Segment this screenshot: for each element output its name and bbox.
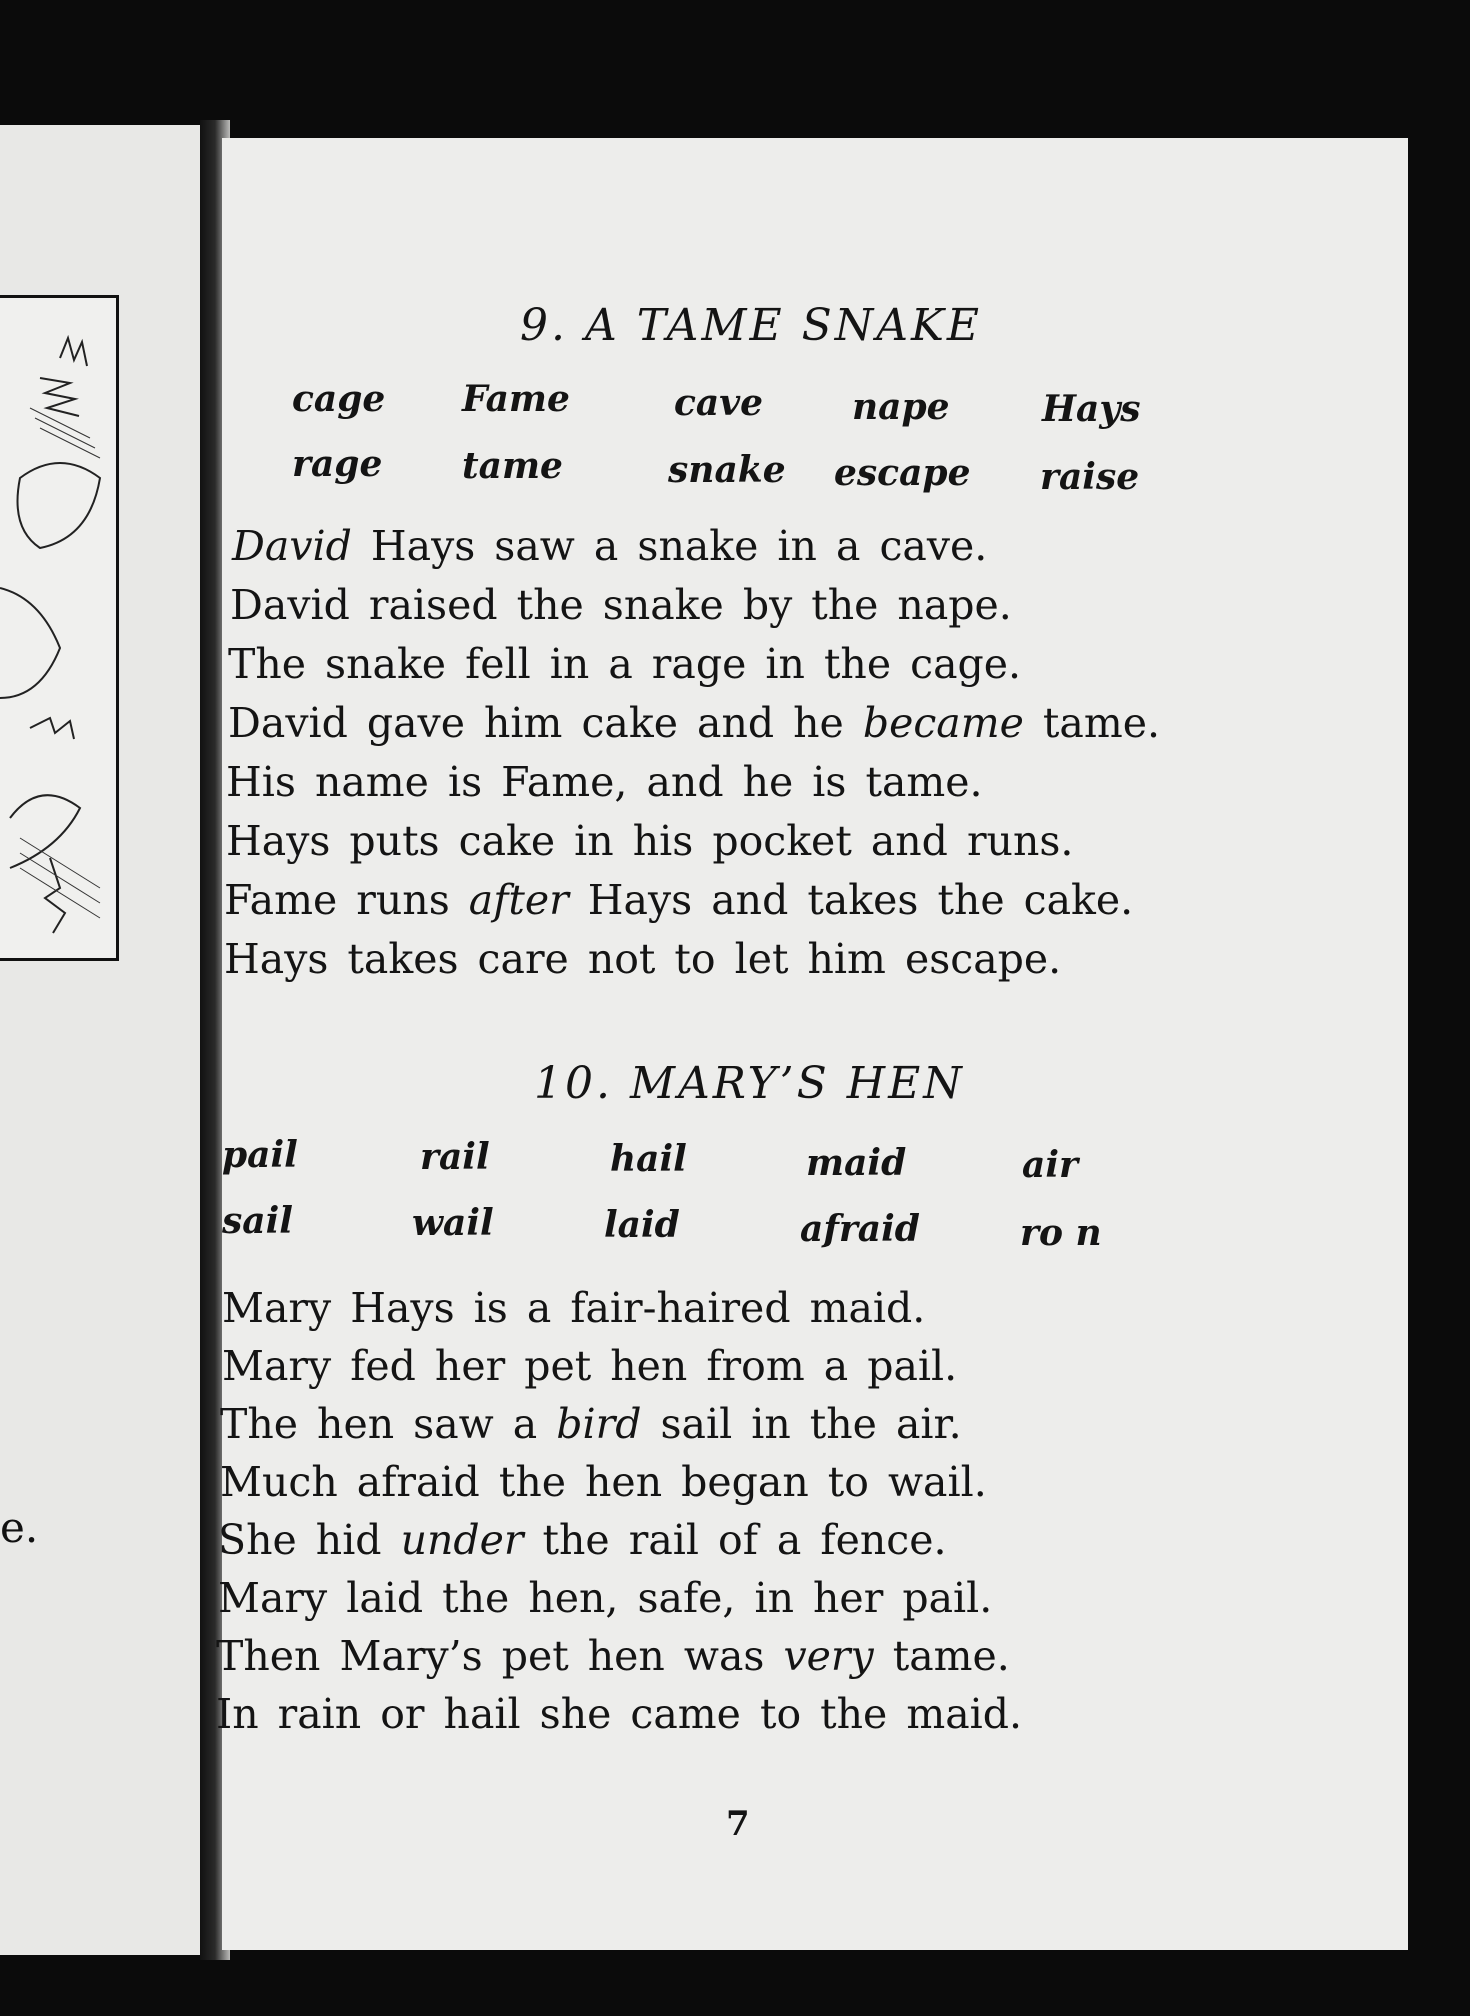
text-line: The hen saw a bird sail in the air. [220, 1400, 962, 1448]
word: air [1022, 1144, 1078, 1186]
word: maid [806, 1142, 907, 1184]
word: rage [292, 443, 383, 485]
text-line: Mary laid the hen, safe, in her pail. [218, 1574, 993, 1622]
illustration-fragment [0, 295, 119, 961]
book-page [216, 138, 1408, 1950]
text-line: Fame runs after Hays and takes the cake. [224, 876, 1134, 924]
word: tame [462, 445, 563, 487]
lesson-9-title: 9. A TAME SNAKE [520, 300, 983, 351]
text-line: Mary fed her pet hen from a pail. [222, 1342, 958, 1390]
left-page-text-fragment: e. [0, 1503, 39, 1552]
text-line: Much afraid the hen began to wail. [220, 1458, 987, 1506]
word: raise [1040, 456, 1140, 498]
word: Hays [1042, 388, 1141, 430]
text-line: Hays takes care not to let him escape. [224, 935, 1062, 983]
word: cage [292, 378, 386, 420]
word: laid [604, 1204, 680, 1246]
word: escape [834, 452, 971, 494]
text-line: His name is Fame, and he is tame. [226, 758, 983, 806]
text-line: David Hays saw a snake in a cave. [232, 522, 988, 570]
text-line: David raised the snake by the nape. [230, 581, 1012, 629]
text-line: The snake fell in a rage in the cage. [228, 640, 1022, 688]
word: nape [852, 386, 950, 428]
word: Fame [462, 378, 570, 420]
word: rail [420, 1136, 490, 1178]
word: pail [222, 1134, 298, 1176]
word: sail [222, 1200, 293, 1242]
word: ro n [1020, 1212, 1102, 1254]
word: cave [674, 382, 764, 424]
text-line: Then Mary’s pet hen was very tame. [216, 1632, 1010, 1680]
text-line: Hays puts cake in his pocket and runs. [226, 817, 1074, 865]
left-facing-page [0, 125, 214, 1955]
lesson-10-title: 10. MARY’S HEN [534, 1058, 965, 1109]
text-line: Mary Hays is a fair-haired maid. [222, 1284, 926, 1332]
text-line: David gave him cake and he became tame. [228, 699, 1161, 747]
text-line: She hid under the rail of a fence. [218, 1516, 947, 1564]
word: snake [668, 449, 786, 491]
page-number: 7 [726, 1804, 750, 1844]
word: wail [412, 1202, 494, 1244]
word: afraid [800, 1208, 920, 1250]
text-line: In rain or hail she came to the maid. [216, 1690, 1023, 1738]
word: hail [610, 1138, 687, 1180]
